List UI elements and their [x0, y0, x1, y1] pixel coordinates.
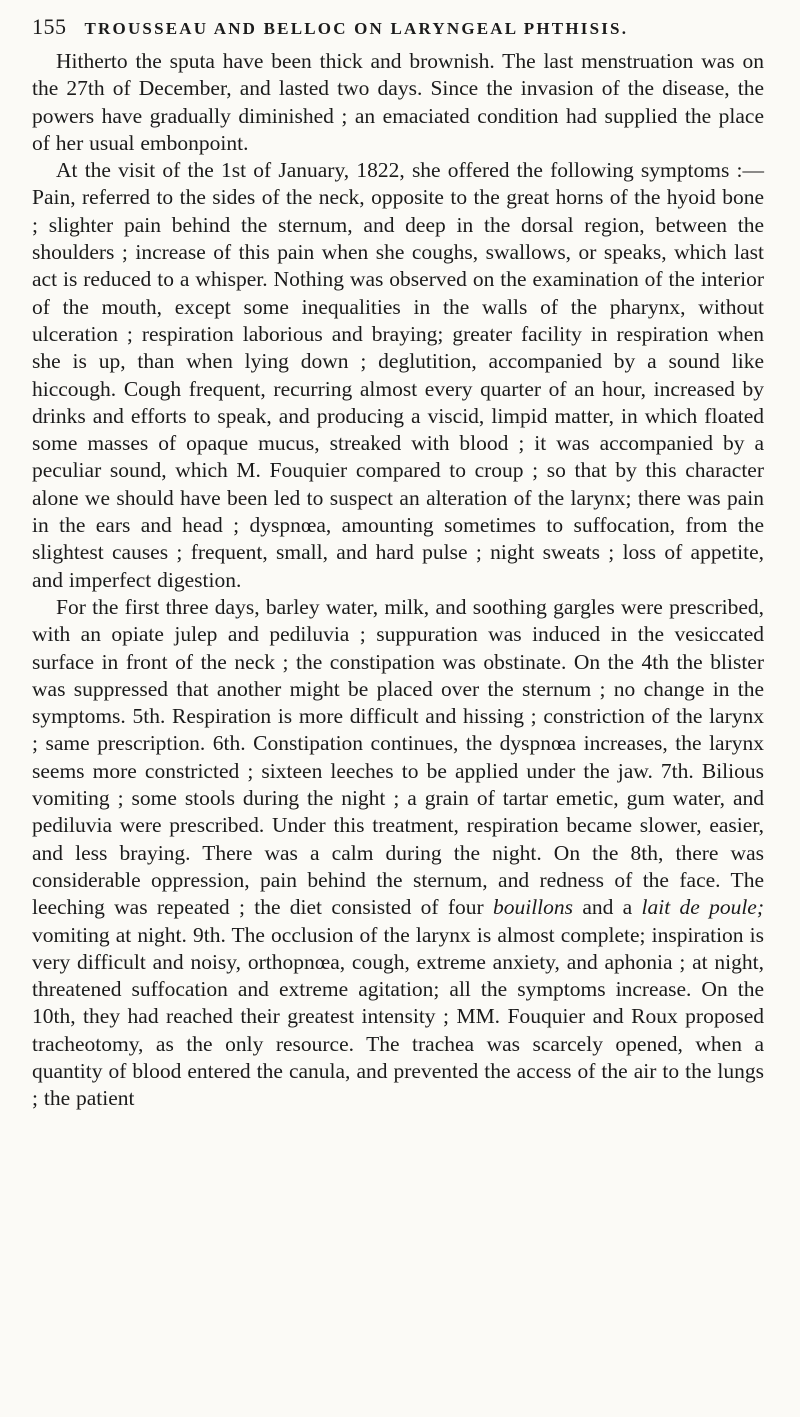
italic-bouillons: bouillons	[492, 895, 574, 920]
running-head	[32, 14, 764, 48]
paragraph-3-text-1: For the first three days, barley water, milk, and soothing gargles were prescribed, with an opiate julep and pediluvia ; suppuration was induced in the vesiccated surface in front of the neck ; the constipation was obstinate. On the 4th the blister was suppressed that another might be placed over the sternum ; no change in the symptoms. 5th. Respiration is more difficult and hissing ; constriction of the larynx ; same prescription. 6th. Constipation continues, the dyspnœa increases, the larynx seems more constricted ; sixteen leeches to be applied under the jaw. 7th. Bilious vomiting ; some stools during the night ; a grain of tartar emetic, gum water, and pediluvia were prescribed. Under this treatment, respiration became slower, easier, and less braying. There was a calm during the night. On the 8th, there was considerable oppression, pain behind the sternum, and redness of the face. The leeching was repeated ; the diet consisted of four	[32, 594, 764, 920]
paragraph-1: Hitherto the sputa have been thick and brownish. The last menstruation was on the 27th of December, and lasted two days. Since the invasion of the disease, the powers have gradually diminished ; an emaciated condition had supplied the place of her usual embonpoint.	[32, 49, 764, 155]
paragraph-3-text-3: vomiting at night. 9th. The occlusion of the larynx is almost complete; inspiration is very difficult and noisy, orthopnœa, cough, extreme anxiety, and aphonia ; at night, threatened suffocation and extreme agitation; all the symptoms increase. On the 10th, they had reached their greatest intensity ; MM. Fouquier and Roux proposed tracheotomy, as the only resource. The trachea was scarcely opened, when a quantity of blood entered the canula, and prevented the access of the air to the lungs ; the patient	[32, 922, 764, 1111]
paragraph-2: At the visit of the 1st of January, 1822, she offered the following symptoms :—Pain, referred to the sides of the neck, opposite to the great horns of the hyoid bone ; slighter pain behind the sternum, and deep in the dorsal region, between the shoulders ; increase of this pain when she coughs, swallows, or speaks, which last act is reduced to a whisper. Nothing was observed on the examination of the interior of the mouth, except some inequalities in the walls of the pharynx, without ulceration ; respiration laborious and braying; greater facility in respiration when she is up, than when lying down ; deglutition, accompanied by a sound like hiccough. Cough frequent, recurring almost every quarter of an hour, increased by drinks and efforts to speak, and producing a viscid, limpid matter, in which floated some masses of opaque mucus, streaked with blood ; it was accompanied by a peculiar sound, which M. Fouquier compared to croup ; so that by this character alone we should have been led to suspect an alteration of the larynx; there was pain in the ears and head ; dyspnœa, amounting sometimes to suffocation, from the slightest causes ; frequent, small, and hard pulse ; night sweats ; loss of appetite, and imperfect digestion.	[32, 158, 764, 592]
body-text	[32, 48, 764, 1113]
running-title: TROUSSEAU AND BELLOC ON LARYNGEAL PHTHISIS.	[84, 19, 629, 38]
paragraph-3	[32, 594, 764, 1113]
italic-lait-de-poule: lait de poule;	[641, 895, 765, 920]
page-number: 155	[32, 14, 67, 39]
paragraph-3-text-2: and a	[573, 895, 642, 920]
